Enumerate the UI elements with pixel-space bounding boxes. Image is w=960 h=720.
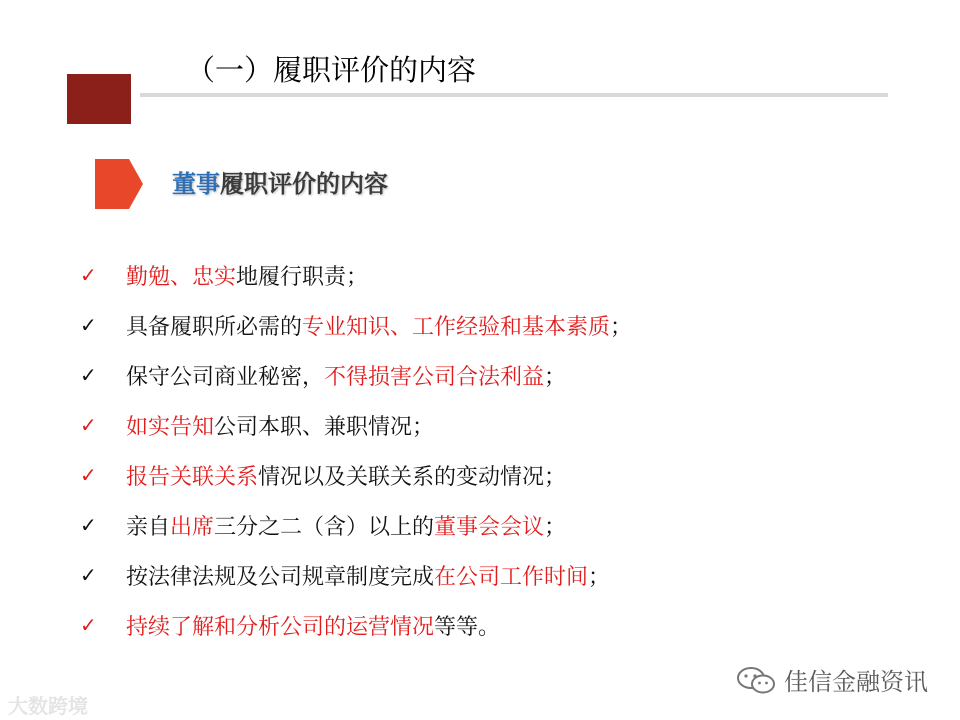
list-item-text: 等等。 <box>434 614 501 640</box>
check-icon: ✓ <box>80 613 97 637</box>
watermark: 大数跨境 <box>8 694 88 718</box>
section-heading <box>172 166 388 202</box>
check-icon: ✓ <box>80 313 97 337</box>
list-item <box>80 250 632 300</box>
list-item-text: 董事会会议 <box>434 514 545 540</box>
title-divider <box>140 93 888 97</box>
list-item <box>80 300 632 350</box>
list-item-text: 报告关联关系 <box>126 464 259 490</box>
list-item-text: 勤勉、忠实 <box>126 264 237 290</box>
list-item-text: ； <box>588 564 611 590</box>
list-item <box>80 550 632 600</box>
chevron-tab-icon <box>95 159 143 209</box>
brand-name: 佳信金融资讯 <box>784 668 928 696</box>
list-item <box>80 450 632 500</box>
list-item <box>80 500 632 550</box>
duty-list <box>80 250 632 650</box>
check-icon: ✓ <box>80 513 97 537</box>
check-icon: ✓ <box>80 563 97 587</box>
list-item-text: 出席 <box>170 514 215 540</box>
section-heading-rest: 履职评价的内容 <box>220 170 388 198</box>
list-item-text: 具备履职所必需的 <box>126 314 303 340</box>
check-icon: ✓ <box>80 463 97 487</box>
check-icon: ✓ <box>80 363 97 387</box>
list-item-text: ； <box>544 364 567 390</box>
list-item-text: ； <box>610 314 633 340</box>
title-accent-block <box>67 74 131 124</box>
list-item-text: 如实告知 <box>126 414 215 440</box>
list-item <box>80 350 632 400</box>
list-item-text: 按法律法规及公司规章制度完成 <box>126 564 435 590</box>
list-item-text: 三分之二（含）以上的 <box>214 514 435 540</box>
check-icon: ✓ <box>80 413 97 437</box>
list-item-text: 不得损害公司合法利益 <box>324 364 545 390</box>
list-item-text: 亲自 <box>126 514 171 540</box>
wechat-icon <box>736 665 776 695</box>
list-item-text: ； <box>544 514 567 540</box>
section-heading-highlight: 董事 <box>172 170 220 198</box>
list-item-text: 持续了解和分析公司的运营情况 <box>126 614 435 640</box>
list-item-text: 保守公司商业秘密， <box>126 364 325 390</box>
page-title: （一）履职评价的内容 <box>186 53 477 87</box>
check-icon: ✓ <box>80 263 97 287</box>
list-item-text: 专业知识、工作经验和基本素质 <box>302 314 611 340</box>
brand-badge <box>736 662 928 697</box>
list-item <box>80 400 632 450</box>
list-item <box>80 600 632 650</box>
list-item-text: 在公司工作时间 <box>434 564 589 590</box>
list-item-text: 情况以及关联关系的变动情况； <box>258 464 567 490</box>
list-item-text: 公司本职、兼职情况； <box>214 414 435 440</box>
list-item-text: 地履行职责； <box>236 264 369 290</box>
